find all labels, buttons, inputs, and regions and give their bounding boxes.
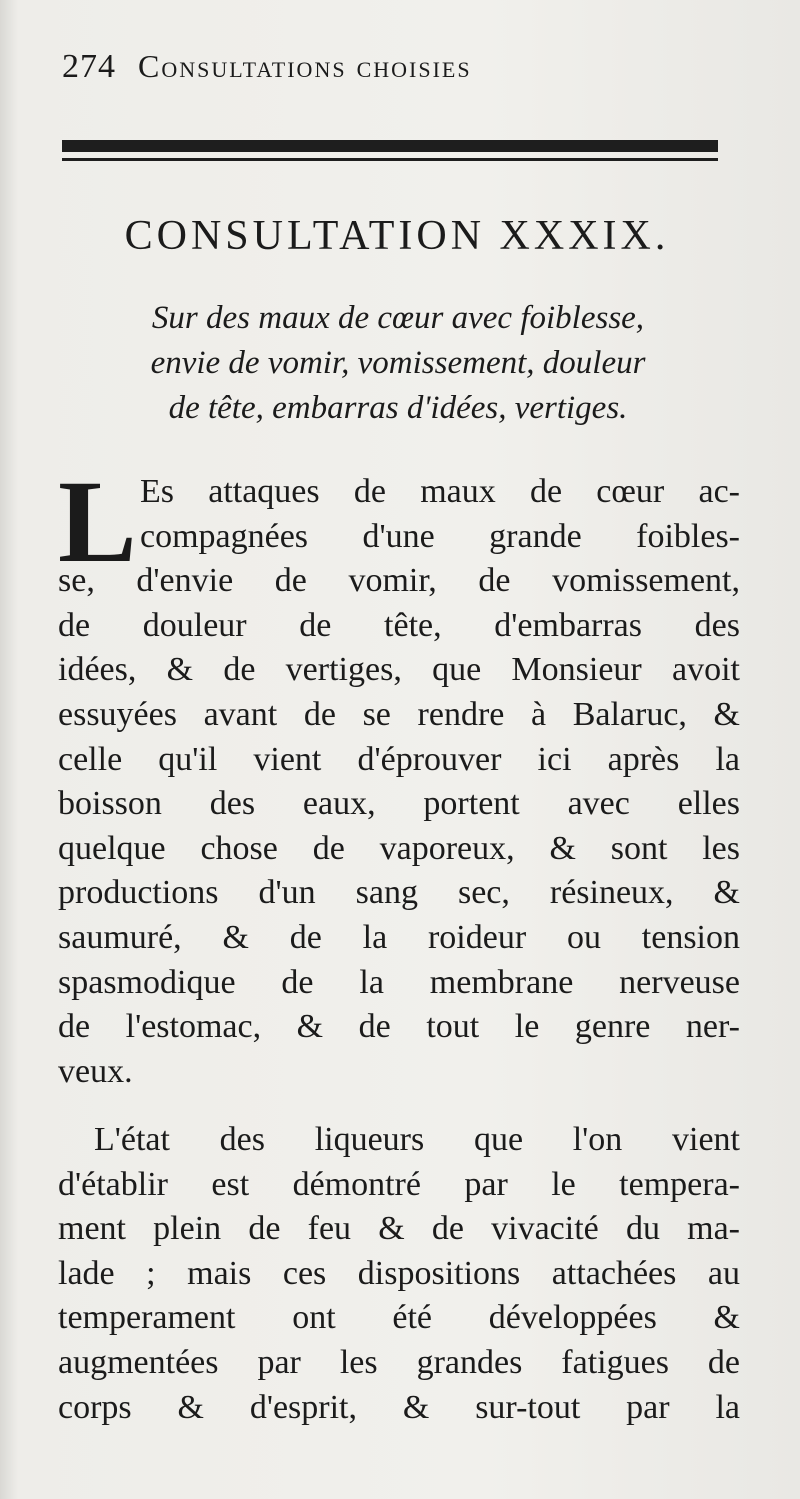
subtitle-line: de tête, embarras d'idées, vertiges. (168, 390, 628, 426)
text-line: se, d'envie de vomir, de vomissement, (58, 562, 740, 600)
header-rule-thin (62, 158, 718, 161)
text-line: L'état des liqueurs que l'on vient (94, 1121, 740, 1158)
text-line: compagnées d'une grande foibles- (140, 517, 740, 555)
running-head (62, 48, 722, 98)
paragraph-2 (58, 1118, 740, 1430)
text-line: ment plein de feu & de vivacité du ma- (58, 1210, 740, 1248)
text-line: lade ; mais ces dispositions attachées au (58, 1254, 740, 1292)
text-line: spasmodique de la membrane nerveuse (58, 963, 740, 1001)
running-title: Consultations choisies (138, 48, 472, 84)
subtitle-line: envie de vomir, vomissement, douleur (150, 345, 646, 381)
text-line: augmentées par les grandes fatigues de (58, 1343, 740, 1381)
header-rule-thick (62, 140, 718, 152)
text-line: Es attaques de maux de cœur ac- (140, 473, 740, 510)
text-line: productions d'un sang sec, résineux, & (58, 874, 740, 912)
text-line: celle qu'il vient d'éprouver ici après la (58, 740, 740, 778)
text-line: saumuré, & de la roideur ou tension (58, 918, 740, 956)
text-line: essuyées avant de se rendre à Balaruc, & (58, 695, 740, 733)
text-line: corps & d'esprit, & sur-tout par la (58, 1388, 740, 1426)
subtitle-line: Sur des maux de cœur avec foiblesse, (151, 300, 645, 336)
paragraph-1 (58, 456, 740, 1094)
text-line: boisson des eaux, portent avec elles (58, 785, 740, 823)
drop-cap: L (58, 456, 137, 587)
text-line: de douleur de tête, d'embarras des (58, 606, 740, 644)
text-line: quelque chose de vaporeux, & sont les (58, 829, 740, 867)
consultation-subtitle (58, 296, 738, 431)
text-line: idées, & de vertiges, que Monsieur avoit (58, 651, 740, 689)
text-line: d'établir est démontré par le tempera- (58, 1165, 740, 1203)
text-line: de l'estomac, & de tout le genre ner- (58, 1008, 740, 1046)
consultation-title: CONSULTATION XXXIX. (124, 213, 670, 259)
page-number: 274 (62, 48, 116, 85)
text-line: veux. (58, 1052, 133, 1090)
text-line: temperament ont été développées & (58, 1299, 740, 1337)
